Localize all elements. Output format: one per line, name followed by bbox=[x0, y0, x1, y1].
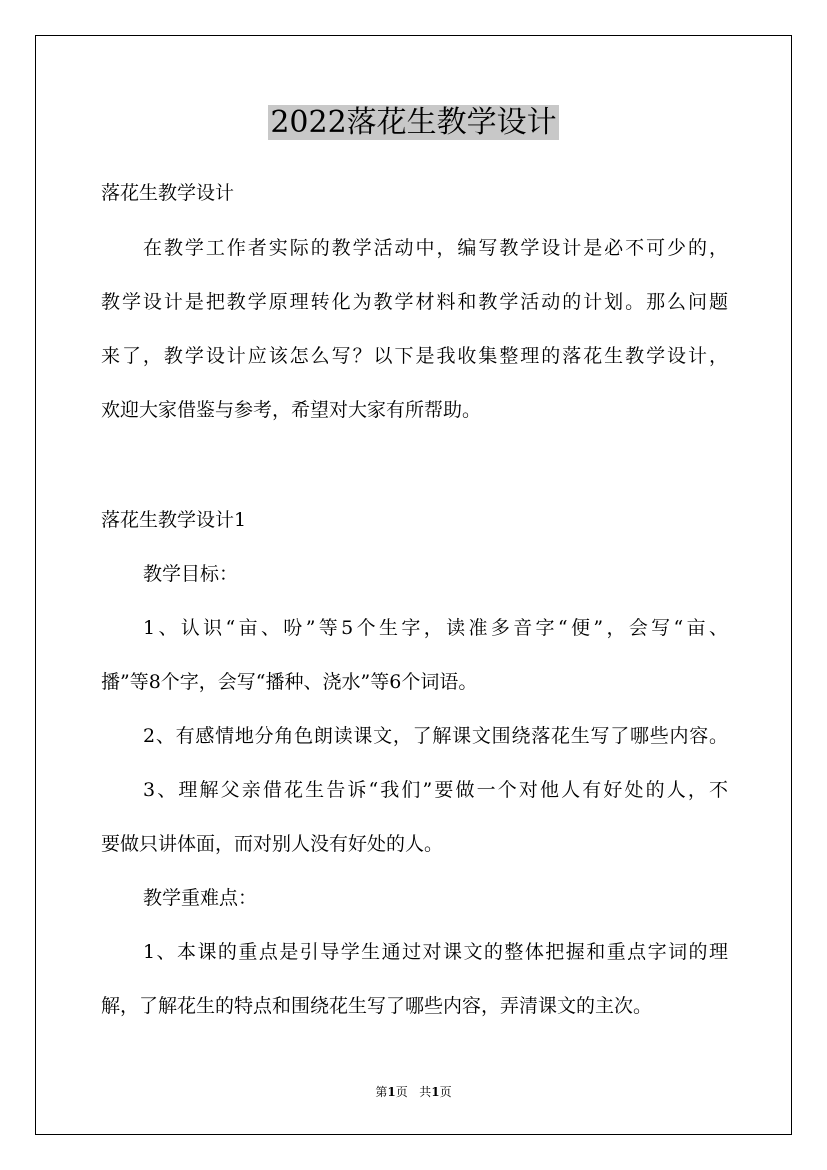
page-label: 第 bbox=[375, 1085, 388, 1099]
total-label: 共 bbox=[419, 1085, 432, 1099]
intro-line-2: 教学设计是把教学原理转化为教学材料和教学活动的计划。那么问题 bbox=[101, 291, 728, 313]
document-title: 2022落花生教学设计 bbox=[270, 105, 557, 140]
total-pages: 1 bbox=[431, 1085, 440, 1099]
key-1-line-1: 1、本课的重点是引导学生通过对课文的整体把握和重点字词的理 bbox=[143, 941, 728, 963]
page-number: 1 bbox=[387, 1085, 396, 1099]
key-points-heading: 教学重难点： bbox=[143, 887, 258, 909]
total-unit: 页 bbox=[439, 1085, 452, 1099]
goal-2: 2、有感情地分角色朗读课文，了解课文围绕落花生写了哪些内容。 bbox=[143, 725, 728, 747]
key-1-line-2: 解，了解花生的特点和围绕花生写了哪些内容，弄清课文的主次。 bbox=[101, 995, 653, 1017]
page-unit: 页 bbox=[395, 1085, 408, 1099]
goal-3-line-1: 3、理解父亲借花生告诉“我们”要做一个对他人有好处的人，不 bbox=[143, 779, 728, 801]
intro-line-1: 在教学工作者实际的教学活动中，编写教学设计是必不可少的， bbox=[143, 237, 728, 259]
section-heading: 落花生教学设计1 bbox=[101, 509, 247, 531]
intro-line-4: 欢迎大家借鉴与参考，希望对大家有所帮助。 bbox=[101, 399, 482, 421]
goal-1-line-1: 1、认识“亩、吩”等5个生字，读准多音字“便”，会写“亩、 bbox=[143, 617, 728, 639]
goal-3-line-2: 要做只讲体面，而对别人没有好处的人。 bbox=[101, 833, 444, 855]
page-footer bbox=[0, 1084, 827, 1100]
subtitle: 落花生教学设计 bbox=[101, 182, 235, 204]
intro-line-3: 来了，教学设计应该怎么写？以下是我收集整理的落花生教学设计， bbox=[101, 345, 728, 367]
goal-1-line-2: 播”等8个字，会写“播种、浇水”等6个词语。 bbox=[101, 671, 478, 693]
goals-heading: 教学目标： bbox=[143, 563, 239, 585]
document-title-wrap bbox=[0, 104, 827, 142]
